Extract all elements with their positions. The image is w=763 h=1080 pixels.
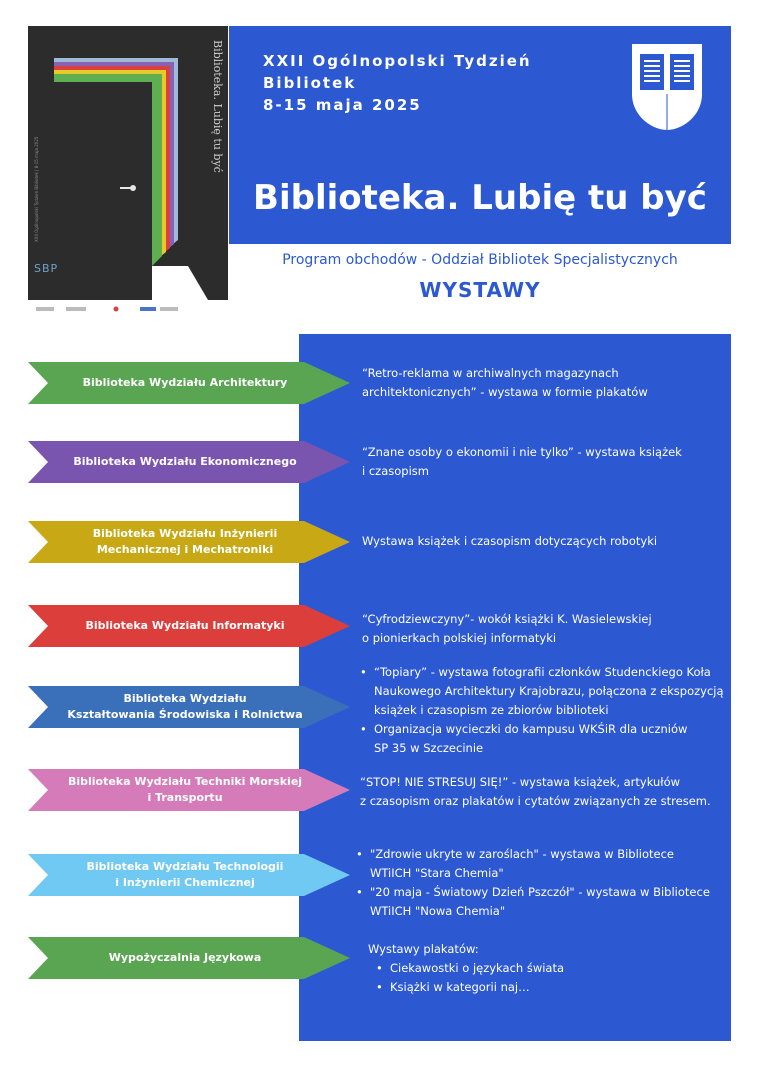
exhibition-description xyxy=(368,940,718,997)
poster-side-title xyxy=(208,40,228,180)
library-name-line: i Inżynierii Chemicznej xyxy=(115,876,255,889)
description-line: i czasopism xyxy=(362,464,429,478)
list-item xyxy=(360,720,726,758)
exhibition-description xyxy=(356,845,726,921)
list-item-line: książek i czasopism ze zbiorów biblioteki xyxy=(374,703,609,717)
poster-footer-logo-3 xyxy=(114,307,119,312)
library-name xyxy=(50,362,320,404)
list-item-line: • Książki w kategorii naj… xyxy=(390,980,530,994)
program-subtitle: Program obchodów - Oddział Bibliotek Specjalistycznych xyxy=(282,252,678,268)
poster-band-green xyxy=(54,74,162,266)
description-line: “Znane osoby o ekonomii i nie tylko” - wystawa książek xyxy=(362,445,682,459)
event-title-line-1: XXII Ogólnopolski Tydzień xyxy=(263,52,532,70)
description-line: “Cyfrodziewczyny”- wokół książki K. Wasielewskiej xyxy=(362,612,652,626)
open-book-icon xyxy=(632,44,702,130)
list-item-line: • “Topiary” - wystawa fotografii członków Studenckiego Koła xyxy=(374,665,711,679)
library-tag xyxy=(28,854,350,896)
library-name xyxy=(50,441,320,483)
description-intro: Wystawy plakatów: xyxy=(368,942,479,956)
event-title xyxy=(263,50,583,116)
library-tag xyxy=(28,769,350,811)
library-name xyxy=(50,605,320,647)
library-name-line: Biblioteka Wydziału Techniki Morskiej xyxy=(67,775,303,788)
library-name xyxy=(50,937,320,979)
library-name xyxy=(50,521,320,563)
event-title-line-2: Bibliotek xyxy=(263,74,357,92)
exhibition-list xyxy=(368,959,718,997)
list-item-line: WTiICH "Nowa Chemia" xyxy=(370,904,506,918)
library-name xyxy=(50,854,320,896)
description-line: “Retro-reklama w archiwalnych magazynach xyxy=(362,366,619,380)
library-name-line: Biblioteka Wydziału Inżynierii xyxy=(92,527,278,540)
library-name-line: Biblioteka Wydziału Ekonomicznego xyxy=(73,455,297,468)
library-name-line: Biblioteka Wydziału Technologii xyxy=(86,860,284,873)
event-poster xyxy=(28,26,228,318)
library-name xyxy=(50,686,320,728)
exhibition-list xyxy=(360,663,726,758)
list-item xyxy=(376,959,718,978)
library-tag xyxy=(28,605,350,647)
list-item-line: Naukowego Architektury Krajobrazu, połączona z ekspozycją xyxy=(374,684,724,698)
exhibition-description xyxy=(362,532,722,551)
poster-side-title-text: Biblioteka. Lubię tu być xyxy=(211,40,224,173)
poster-footer-logo-4 xyxy=(140,307,156,311)
library-tag xyxy=(28,686,350,728)
library-tag xyxy=(28,362,350,404)
library-tag xyxy=(28,441,350,483)
header-banner xyxy=(229,26,731,244)
list-item xyxy=(360,663,726,720)
library-tag xyxy=(28,521,350,563)
library-name-line: Biblioteka Wydziału Informatyki xyxy=(85,619,285,632)
exhibition-description xyxy=(362,443,722,481)
poster-small-caption-text: XXII Ogólnopolski Tydzień Bibliotek | 8-15 maja 2025 xyxy=(34,136,39,242)
library-name-line: i Transportu xyxy=(147,791,223,804)
library-name xyxy=(50,769,320,811)
exhibition-description xyxy=(360,663,726,758)
list-item xyxy=(376,978,718,997)
poster-door-knob xyxy=(130,185,136,191)
description-line: Wystawa książek i czasopism dotyczących robotyki xyxy=(362,534,658,548)
library-name-line: Biblioteka Wydziału xyxy=(123,692,247,705)
description-line: o pionierkach polskiej informatyki xyxy=(362,631,557,645)
library-name-line: Kształtowania Środowiska i Rolnictwa xyxy=(67,708,303,721)
poster-door-gap xyxy=(152,266,208,300)
exhibition-description xyxy=(362,364,722,402)
event-dates: 8-15 maja 2025 xyxy=(263,96,422,114)
library-tag xyxy=(28,937,350,979)
library-name-line: Biblioteka Wydziału Architektury xyxy=(82,376,288,389)
list-item-line: • Organizacja wycieczki do kampusu WKŚiR dla uczniów xyxy=(374,722,688,736)
list-item-line: WTiICH "Stara Chemia" xyxy=(370,866,504,880)
main-title: Biblioteka. Lubię tu być xyxy=(253,178,707,218)
library-name-line: Mechanicznej i Mechatroniki xyxy=(96,543,274,556)
poster-footer-logo-5 xyxy=(160,307,178,311)
list-item-line: • "Zdrowie ukryte w zaroślach" - wystawa w Bibliotece xyxy=(370,847,675,861)
library-name-line: Wypożyczalnia Językowa xyxy=(108,951,262,964)
sbp-logo: SBP xyxy=(34,262,59,275)
exhibition-description xyxy=(360,773,728,811)
list-item xyxy=(356,883,726,921)
exhibition-list xyxy=(356,845,726,921)
description-line: architektonicznych” - wystawa w formie plakatów xyxy=(362,385,648,399)
list-item xyxy=(356,845,726,883)
list-item-line: • "20 maja - Światowy Dzień Pszczół" - wystawa w Bibliotece xyxy=(370,885,710,899)
poster-footer-logo-1 xyxy=(36,307,54,311)
exhibition-description xyxy=(362,610,722,648)
poster-footer-logo-2 xyxy=(66,307,86,311)
list-item-line: • Ciekawostki o językach świata xyxy=(390,961,565,975)
section-title: WYSTAWY xyxy=(419,278,541,302)
list-item-line: SP 35 w Szczecinie xyxy=(374,741,484,755)
description-line: z czasopism oraz plakatów i cytatów związanych ze stresem. xyxy=(360,794,711,808)
poster-band-yellow xyxy=(54,70,166,260)
description-line: “STOP! NIE STRESUJ SIĘ!” - wystawa książek, artykułów xyxy=(360,775,681,789)
